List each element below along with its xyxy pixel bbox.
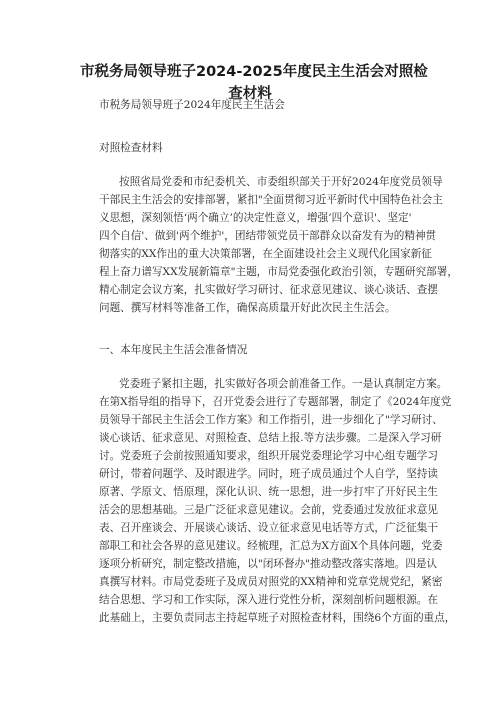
section-line: 结合思想、学习和工作实际，深入进行党性分析，深刻剖析问题根源。在	[99, 594, 438, 606]
intro-line: 精心制定会议方案，扎实做好学习研讨、征求意见建议、谈心谈话、查摆	[99, 284, 438, 296]
section-line: 研讨，带着问题学、及时跟进学。同时，班子成员通过个人自学，坚持读	[99, 468, 438, 480]
section-line: 活会的思想基础。三是广泛征求意见建议。会前，党委通过发放征求意见	[99, 504, 438, 516]
section-line: 党委班子紧扣主题，扎实做好各项会前准备工作。一是认真制定方案。	[119, 378, 448, 390]
title-line: 市税务局领导班子2024-2025年度民主生活会对照检	[80, 64, 428, 80]
section-line: 谈心谈话、征求意见、对照检查、总结上报.等方法步骤。二是深入学习研	[99, 432, 442, 444]
section-line: 表、召开座谈会、开展谈心谈话、设立征求意见电话等方式，广泛征集干	[99, 522, 438, 534]
intro-line: 问题、撰写材料等准备工作，确保高质量开好此次民主生活会。	[99, 302, 396, 314]
intro-line: 彻落实的XX作出的重大决策部署，在全面建设社会主义现代化国家新征	[99, 248, 432, 260]
section-line: 员领导干部民主生活会工作方案》和工作指引，进一步细化了"学习研讨、	[99, 414, 443, 426]
intro-line: 义思想，深刻领悟‘两个确立’的决定性意义，增强’四个意识'、坚定'	[99, 212, 412, 224]
section-heading: 一、本年度民主生活会准备情况	[99, 344, 248, 356]
intro-line: 干部民主生活会的安排部署，紧扣"全面贯彻习近平新时代中国特色社会主	[99, 194, 443, 206]
title-line: 查材料	[228, 86, 272, 102]
section-line: 部职工和社会各界的意见建议。经梳理，汇总为X方面X个具体问题，党委	[99, 540, 443, 552]
section-line: 原著、学原文、悟原理，深化认识、统一思想，进一步打牢了开好民主生	[99, 486, 438, 498]
intro-line: 四个自信'、做到'两个维护'，团结带领党员干部群众以奋发有为的精神贯	[99, 230, 437, 242]
section-line: 此基础上，主要负责同志主持起草班子对照检查材料，围绕6个方面的重点，	[99, 612, 456, 624]
section-line: 逐项分析研究，制定整改措施，以"闭环督办"推动整改落实落地。四是认	[99, 558, 438, 570]
section-line: 真撰写材料。市局党委班子及成员对照党的XX精神和党章党规党纪，紧密	[99, 576, 443, 588]
intro-line: 程上奋力谱写XX发展新篇章"主题，市局党委强化政治引领，专题研究部署，	[99, 266, 458, 278]
section-line: 在第X指导组的指导下，召开党委会进行了专题部署，制定了《2024年度党	[99, 396, 452, 408]
section-line: 讨。党委班子会前按照通知要求，组织开展党委理论学习中心组专题学习	[99, 450, 438, 462]
document-type-label: 对照检查材料	[99, 142, 163, 154]
intro-line: 按照省局党委和市纪委机关、市委组织部关于开好2024年度党员领导	[119, 176, 443, 188]
subtitle: 市税务局领导班子2024年度民主生活会	[99, 99, 285, 111]
